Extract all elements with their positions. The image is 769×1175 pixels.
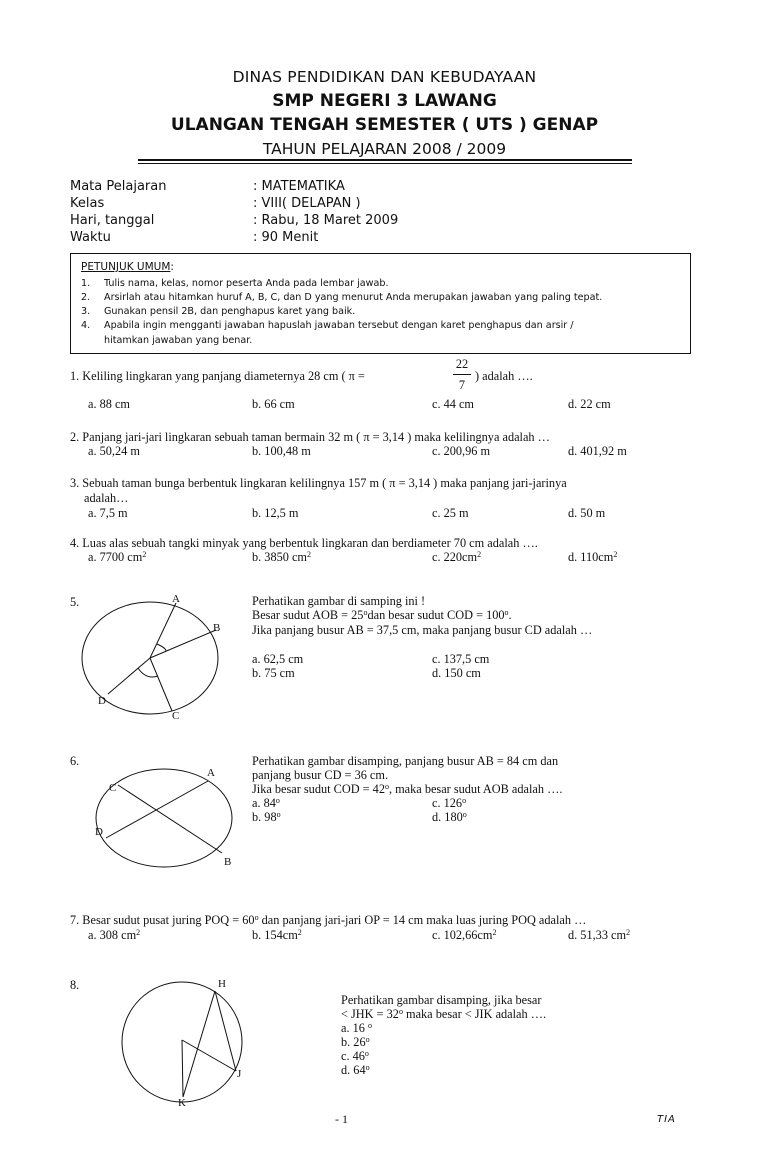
q1-option-d[interactable]: d. 22 cm <box>568 397 611 411</box>
q7-text-a: 7. Besar sudut pusat juring POQ = 60 <box>70 913 255 927</box>
q8-option-b[interactable] <box>341 1035 370 1050</box>
q1-after: ) adalah …. <box>475 369 533 383</box>
q7-option-b-text: b. 154cm <box>252 928 298 942</box>
q7-option-a-text: a. 308 cm <box>88 928 137 942</box>
instructions-title-colon: : <box>170 261 174 273</box>
instruction-text-2: Arsirlah atau hitamkan huruf A, B, C, dan D yang menurut Anda merupakan jawaban yang paling tepat. <box>104 292 603 303</box>
info-label-subject: Mata Pelajaran <box>70 179 167 194</box>
q6-option-c-text: c. 126 <box>432 796 463 810</box>
page-number: - 1 <box>335 1112 348 1126</box>
q8-option-a-text: a. 16 <box>341 1021 368 1035</box>
q5-line-1: Perhatikan gambar di samping ini ! <box>252 594 426 608</box>
q1-text: 1. Keliling lingkaran yang panjang diameternya 28 cm ( π = <box>70 369 365 383</box>
instructions-title: PETUNJUK UMUM <box>81 261 171 273</box>
q3-option-a[interactable]: a. 7,5 m <box>88 506 128 520</box>
q6-number: 6. <box>70 754 80 768</box>
q5-line-3: Jika panjang busur AB = 37,5 cm, maka panjang busur CD adalah … <box>252 623 593 637</box>
q5-label-d: D <box>98 695 106 707</box>
q8-label-k: K <box>178 1097 186 1109</box>
q8-option-d-deg: o <box>365 1063 370 1072</box>
q1-option-b[interactable]: b. 66 cm <box>252 397 295 411</box>
q4-option-d-text: d. 110cm <box>568 550 614 564</box>
instruction-text-4: Apabila ingin mengganti jawaban hapuslah jawaban tersebut dengan karet penghapus dan arsir / <box>104 320 574 331</box>
q6-label-d: D <box>95 826 103 838</box>
q7-option-b-sup: 2 <box>297 928 302 937</box>
q7-option-d-text: d. 51,33 cm <box>568 928 627 942</box>
q6-label-b: B <box>224 856 232 868</box>
q1-frac-num: 22 <box>455 357 469 371</box>
q6-option-a-deg: o <box>275 796 280 805</box>
q6-line-3b: , maka besar sudut AOB adalah …. <box>388 782 563 796</box>
q8-deg: o <box>398 1007 403 1016</box>
q8-option-c[interactable] <box>341 1049 369 1064</box>
q5-deg-2: o <box>504 608 509 617</box>
info-label-class: Kelas <box>70 196 105 211</box>
q2-option-b[interactable]: b. 100,48 m <box>252 444 311 458</box>
q7-deg: o <box>254 913 259 922</box>
q8-label-h: H <box>218 978 226 990</box>
header-school: SMP NEGERI 3 LAWANG <box>272 91 497 111</box>
q8-line-1: Perhatikan gambar disamping, jika besar <box>341 993 542 1007</box>
q5-label-c: C <box>172 710 180 722</box>
q3-text: 3. Sebuah taman bunga berbentuk lingkaran kelilingnya 157 m ( π = 3,14 ) maka panjang jari-jarinya <box>70 476 567 490</box>
info-value-date: : Rabu, 18 Maret 2009 <box>253 213 399 228</box>
q8-line-ij <box>182 1040 236 1071</box>
header-year: TAHUN PELAJARAN 2008 / 2009 <box>262 140 507 158</box>
q3-text-2: adalah… <box>84 491 129 505</box>
q4-option-a-text: a. 7700 cm <box>88 550 143 564</box>
q8-option-b-text: b. 26 <box>341 1035 366 1049</box>
q4-option-a-sup: 2 <box>142 550 147 559</box>
q4-option-b-sup: 2 <box>307 550 311 559</box>
q7-option-c-sup: 2 <box>492 928 497 937</box>
q2-option-a[interactable]: a. 50,24 m <box>88 444 140 458</box>
q5-option-a[interactable]: a. 62,5 cm <box>252 652 304 666</box>
q5-line-2a: Besar sudut AOB = 25 <box>252 608 364 622</box>
q5-option-d[interactable]: d. 150 cm <box>432 666 481 680</box>
q3-option-d[interactable]: d. 50 m <box>568 506 606 520</box>
q6-label-c: C <box>109 782 117 794</box>
q8-option-b-deg: o <box>365 1035 370 1044</box>
q8-option-d[interactable] <box>341 1063 370 1078</box>
q8-option-c-text: c. 46 <box>341 1049 365 1063</box>
q7-option-d-sup: 2 <box>626 928 631 937</box>
instruction-text-4-cont: hitamkan jawaban yang benar. <box>104 335 253 346</box>
q2-option-d[interactable]: d. 401,92 m <box>568 444 627 458</box>
q4-option-c-text: c. 220cm <box>432 550 478 564</box>
instruction-text-1: Tulis nama, kelas, nomor peserta Anda pada lembar jawab. <box>104 278 389 289</box>
q1-option-c[interactable]: c. 44 cm <box>432 397 475 411</box>
q8-line-2 <box>341 1007 546 1022</box>
header-exam: ULANGAN TENGAH SEMESTER ( UTS ) GENAP <box>170 115 599 135</box>
q6-option-d-text: d. 180 <box>432 810 463 824</box>
q5-option-c[interactable]: c. 137,5 cm <box>432 652 490 666</box>
q7-option-a-sup: 2 <box>136 928 141 937</box>
q4-text: 4. Luas alas sebuah tangki minyak yang berbentuk lingkaran dan berdiameter 70 cm adalah …. <box>70 536 538 550</box>
q4-option-b-text: b. 3850 cm <box>252 550 307 564</box>
q7-text-b: dan panjang jari-jari OP = 14 cm maka luas juring POQ adalah … <box>258 913 587 927</box>
header-agency: DINAS PENDIDIKAN DAN KEBUDAYAAN <box>232 68 537 86</box>
q5-deg-1: o <box>363 608 368 617</box>
info-label-time: Waktu <box>70 230 111 245</box>
q6-option-d-deg: o <box>462 810 467 819</box>
q8-line-hk <box>183 991 215 1097</box>
q7-option-c-text: c. 102,66cm <box>432 928 493 942</box>
q6-option-c-deg: o <box>462 796 467 805</box>
q1-option-a[interactable]: a. 88 cm <box>88 397 131 411</box>
q2-text: 2. Panjang jari-jari lingkaran sebuah taman bermain 32 m ( π = 3,14 ) maka kelilingnya adalah … <box>70 430 550 444</box>
instruction-num-1: 1. <box>81 278 91 289</box>
q6-option-b-deg: o <box>276 810 281 819</box>
instruction-num-3: 3. <box>81 306 91 317</box>
q8-option-c-deg: o <box>364 1049 369 1058</box>
q8-line-2a: < JHK = 32 <box>341 1007 399 1021</box>
q6-deg: o <box>384 782 389 791</box>
info-label-date: Hari, tanggal <box>70 213 155 228</box>
q4-option-c-sup: 2 <box>477 550 482 559</box>
q8-line-2b: maka besar < JIK adalah …. <box>402 1007 547 1021</box>
q8-option-a-deg: o <box>367 1021 372 1030</box>
instruction-text-3: Gunakan pensil 2B, dan penghapus karet yang baik. <box>104 306 356 317</box>
q8-option-a[interactable] <box>341 1021 372 1036</box>
q4-option-d-sup: 2 <box>613 550 618 559</box>
info-value-time: : 90 Menit <box>253 230 319 245</box>
q6-line-1: Perhatikan gambar disamping, panjang busur AB = 84 cm dan <box>252 754 559 768</box>
q5-line-2b: dan besar sudut COD = 100 <box>367 608 505 622</box>
q8-line-ki <box>182 1040 183 1097</box>
q3-option-c[interactable]: c. 25 m <box>432 506 469 520</box>
q2-option-c[interactable]: c. 200,96 m <box>432 444 491 458</box>
q8-option-d-text: d. 64 <box>341 1063 366 1077</box>
info-value-class: : VIII( DELAPAN ) <box>253 196 361 211</box>
q5-label-b: B <box>213 622 221 634</box>
q3-option-b[interactable]: b. 12,5 m <box>252 506 299 520</box>
q5-number: 5. <box>70 595 80 609</box>
instruction-num-4: 4. <box>81 320 91 331</box>
q1-frac-den: 7 <box>458 378 466 392</box>
q6-line-2: panjang busur CD = 36 cm. <box>252 768 389 782</box>
instruction-num-2: 2. <box>81 292 91 303</box>
q6-label-a: A <box>207 767 215 779</box>
q8-line-hj <box>215 991 236 1071</box>
q5-label-a: A <box>172 593 180 605</box>
info-value-subject: : MATEMATIKA <box>253 179 345 194</box>
q8-number: 8. <box>70 978 80 992</box>
footer-code: TIA <box>657 1114 676 1125</box>
q6-option-a-text: a. 84 <box>252 796 276 810</box>
q6-line-3a: Jika besar sudut COD = 42 <box>252 782 385 796</box>
q5-option-b[interactable]: b. 75 cm <box>252 666 295 680</box>
q5-line-2-dot: . <box>508 608 512 622</box>
q6-option-b-text: b. 98 <box>252 810 277 824</box>
q8-label-j: J <box>237 1068 242 1080</box>
